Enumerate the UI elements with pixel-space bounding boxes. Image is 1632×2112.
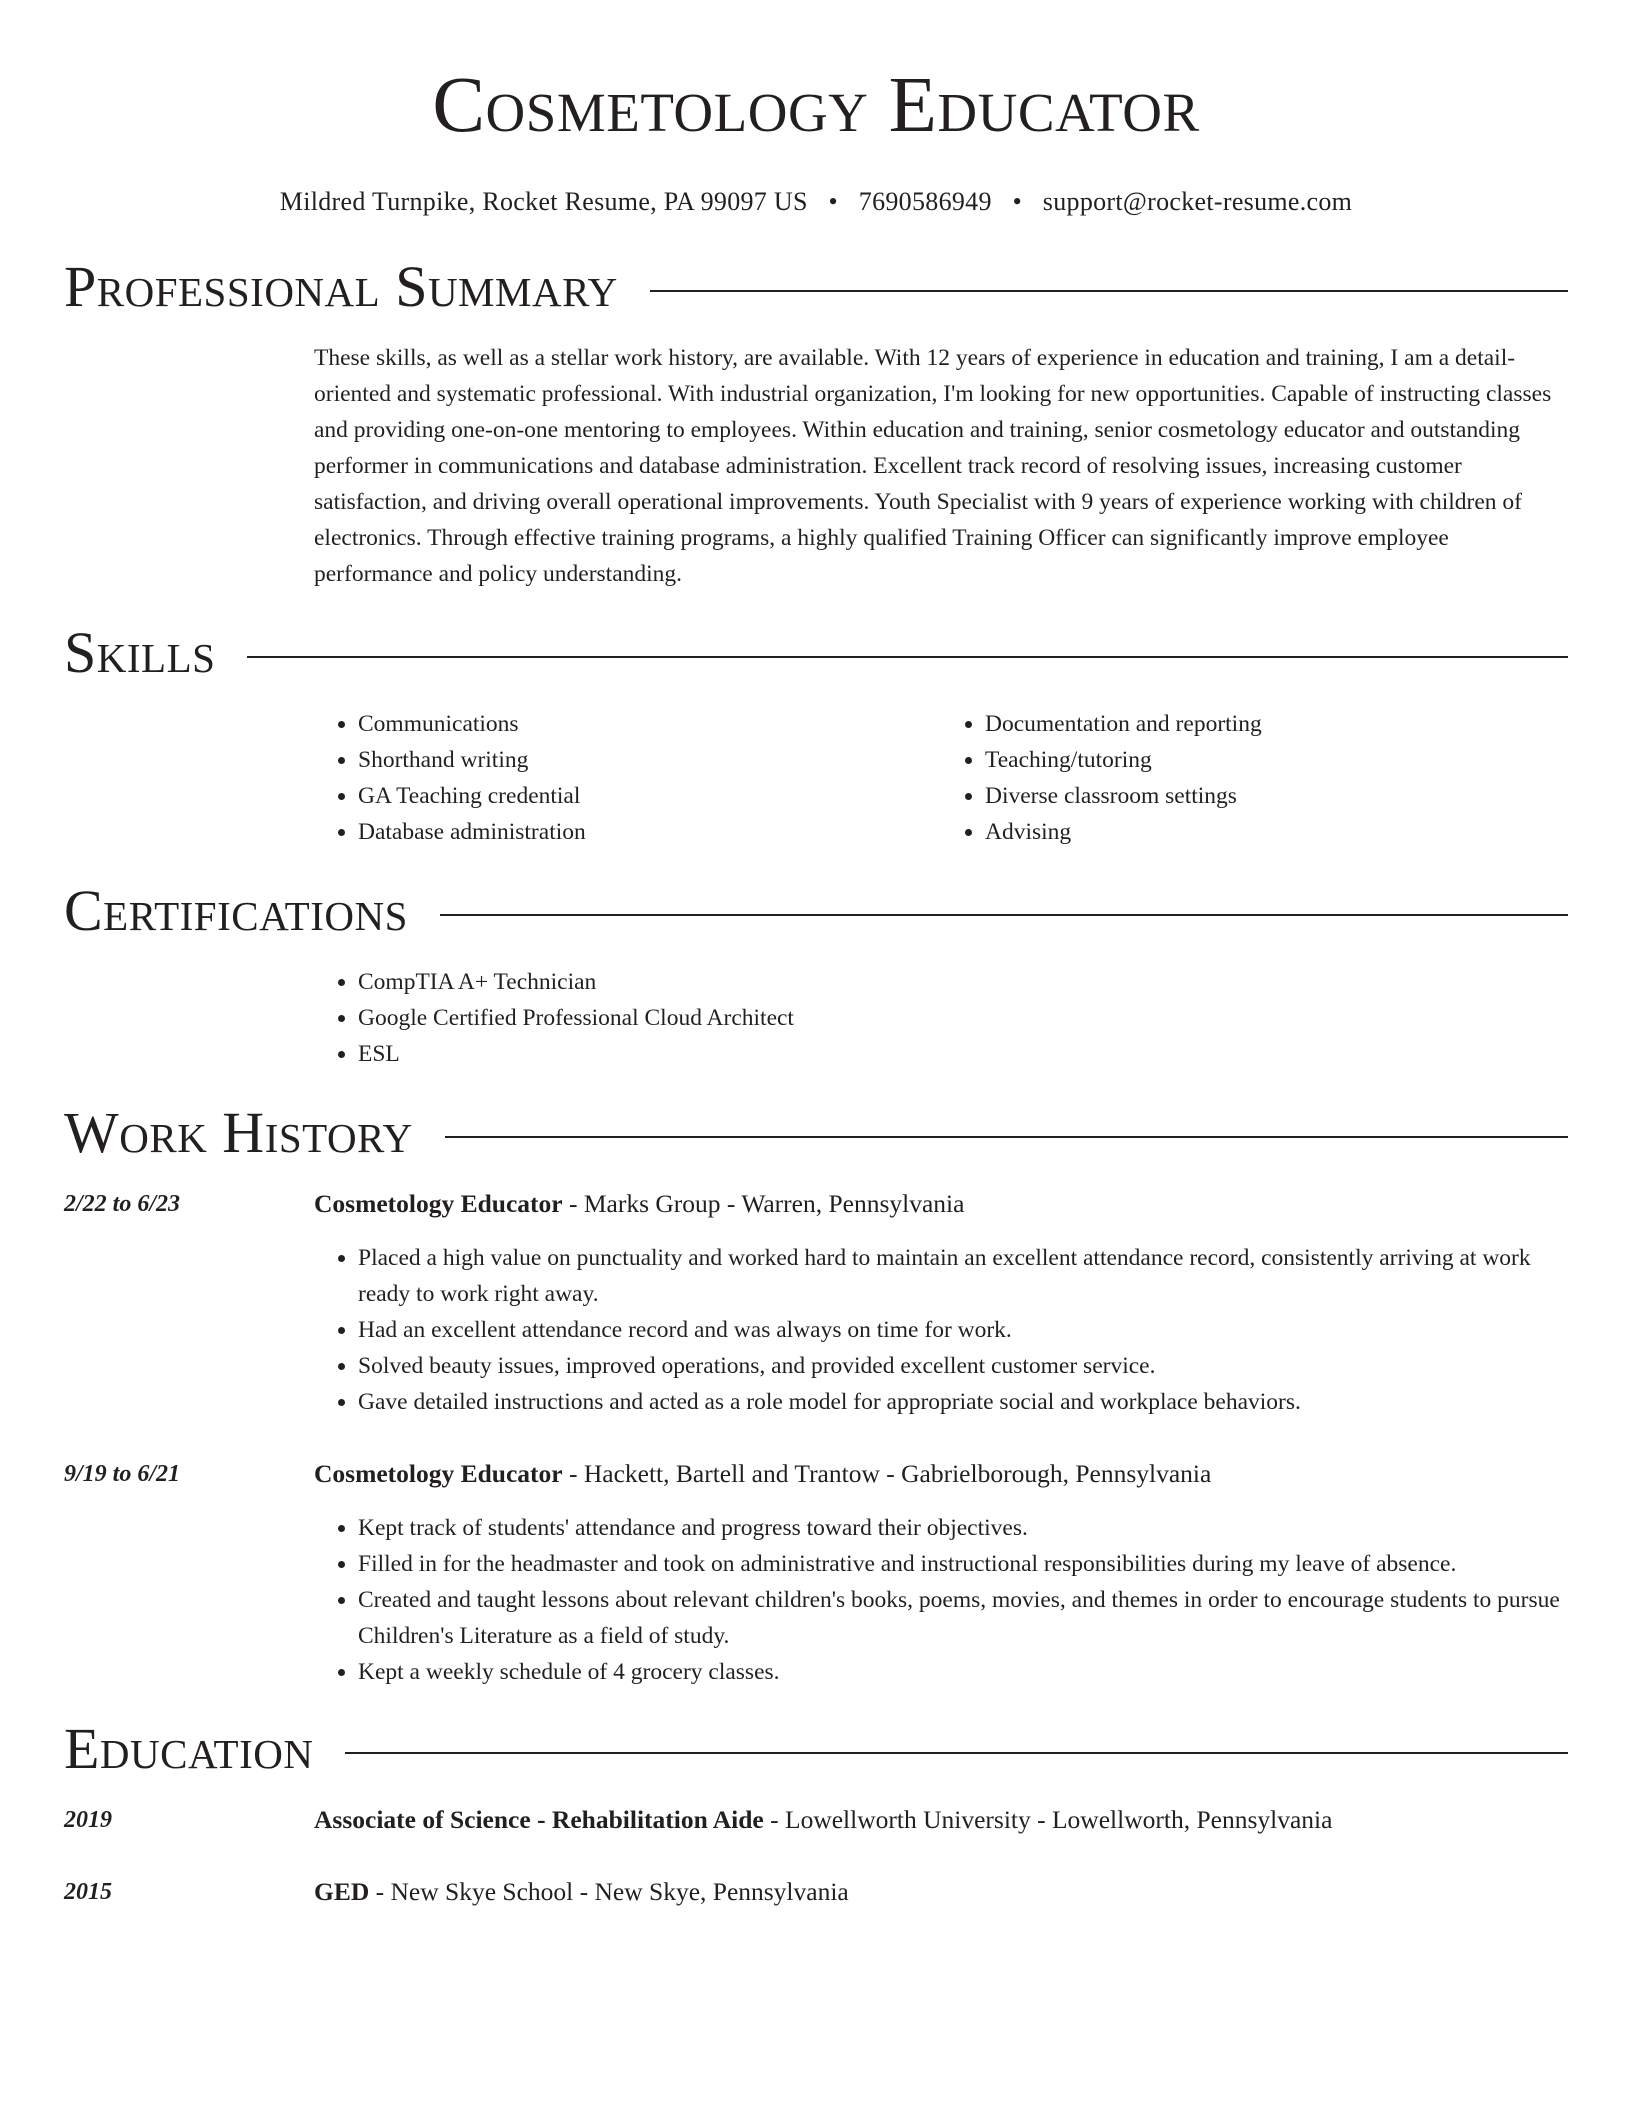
job-dates: 9/19 to 6/21	[64, 1461, 181, 1487]
job-role: Cosmetology Educator	[314, 1459, 563, 1488]
contact-separator: •	[828, 187, 838, 216]
contact-phone: 7690586949	[858, 187, 992, 216]
skills-list-left	[314, 706, 941, 850]
section-divider	[650, 290, 1568, 292]
summary-text: These skills, as well as a stellar work history, are available. With 12 years of experience in education and training, I am a detail-oriented and systematic professional. With industrial organization, I'm looking for new opportunities. Capable of instructing classes and providing one-on-one mentoring to employees. Within education and training, senior cosmetology educator and outstanding performer in communications and database administration. Excellent track record of resolving issues, increasing customer satisfaction, and driving overall operational improvements. Youth Specialist with 9 years of experience working with children of electronics. Through effective training programs, a highly qualified Training Officer can significantly improve employee performance and policy understanding.	[314, 345, 1552, 587]
education-section	[64, 1718, 1568, 1910]
education-entry	[64, 1802, 1568, 1838]
skill-item: • Database administration	[358, 814, 941, 850]
job-bullet: • Kept track of students' attendance and progress toward their objectives.	[358, 1510, 1568, 1546]
job-bullets	[314, 1510, 1568, 1690]
summary-section	[64, 256, 1568, 592]
job-bullets	[314, 1240, 1568, 1420]
education-heading	[314, 1802, 1332, 1838]
education-entry	[64, 1874, 1568, 1910]
section-divider	[445, 1136, 1568, 1138]
skills-section	[64, 622, 1568, 850]
section-title: Skills	[64, 620, 216, 685]
section-divider	[247, 656, 1568, 658]
job-bullet: • Had an excellent attendance record and was always on time for work.	[358, 1312, 1568, 1348]
section-title: Certifications	[64, 878, 408, 943]
job-bullet: • Kept a weekly schedule of 4 grocery classes.	[358, 1654, 1568, 1690]
education-year: 2019	[64, 1807, 112, 1833]
education-details: - Lowellworth University - Lowellworth, Pennsylvania	[763, 1805, 1333, 1834]
job-bullet: • Gave detailed instructions and acted as a role model for appropriate social and workplace behaviors.	[358, 1384, 1568, 1420]
section-divider	[345, 1752, 1568, 1754]
job-heading	[314, 1186, 1568, 1222]
certification-item: • Google Certified Professional Cloud Architect	[358, 1000, 1568, 1036]
job-bullet: • Solved beauty issues, improved operations, and provided excellent customer service.	[358, 1348, 1568, 1384]
contact-email: support@rocket-resume.com	[1042, 187, 1353, 216]
section-header	[64, 1718, 1568, 1780]
skill-item: • Advising	[985, 814, 1568, 850]
job-bullet: • Created and taught lessons about relevant children's books, poems, movies, and themes in order to encourage students to pursue Children's Literature as a field of study.	[358, 1582, 1568, 1654]
skill-item: • Diverse classroom settings	[985, 778, 1568, 814]
education-degree: Associate of Science - Rehabilitation Aide	[314, 1805, 764, 1834]
job-details: - Hackett, Bartell and Trantow - Gabrielborough, Pennsylvania	[562, 1459, 1212, 1488]
job-entry	[64, 1456, 1568, 1690]
job-dates: 2/22 to 6/23	[64, 1191, 181, 1217]
job-body	[314, 1186, 1568, 1420]
resume-title: Cosmetology Educator	[432, 62, 1200, 149]
certifications-list	[314, 964, 1568, 1072]
skill-item: • Shorthand writing	[358, 742, 941, 778]
certifications-section	[64, 880, 1568, 1072]
section-title: Professional Summary	[64, 254, 618, 319]
section-header	[64, 880, 1568, 942]
contact-address: Mildred Turnpike, Rocket Resume, PA 99097 US	[279, 187, 808, 216]
work-history-section	[64, 1102, 1568, 1690]
skill-item: • Teaching/tutoring	[985, 742, 1568, 778]
education-details: - New Skye School - New Skye, Pennsylvania	[369, 1877, 849, 1906]
section-title: Work History	[64, 1100, 413, 1165]
certification-item: • ESL	[358, 1036, 1568, 1072]
job-body	[314, 1456, 1568, 1690]
job-details: - Marks Group - Warren, Pennsylvania	[562, 1189, 965, 1218]
skills-list-right	[941, 706, 1568, 850]
education-year: 2015	[64, 1879, 112, 1905]
education-degree: GED	[314, 1877, 370, 1906]
section-header	[64, 622, 1568, 684]
education-heading	[314, 1874, 849, 1910]
contact-separator: •	[1012, 187, 1022, 216]
job-heading	[314, 1456, 1568, 1492]
job-bullet: • Filled in for the headmaster and took on administrative and instructional responsibilities during my leave of absence.	[358, 1546, 1568, 1582]
skill-item: • Communications	[358, 706, 941, 742]
job-bullet: • Placed a high value on punctuality and worked hard to maintain an excellent attendance record, consistently arriving at work ready to work right away.	[358, 1240, 1568, 1312]
contact-line	[64, 186, 1568, 218]
skill-item: • Documentation and reporting	[985, 706, 1568, 742]
section-title: Education	[64, 1716, 314, 1781]
section-header	[64, 256, 1568, 318]
job-entry	[64, 1186, 1568, 1420]
certification-item: • CompTIA A+ Technician	[358, 964, 1568, 1000]
section-header	[64, 1102, 1568, 1164]
section-divider	[440, 914, 1568, 916]
skills-grid	[314, 706, 1568, 850]
skill-item: • GA Teaching credential	[358, 778, 941, 814]
job-role: Cosmetology Educator	[314, 1189, 563, 1218]
